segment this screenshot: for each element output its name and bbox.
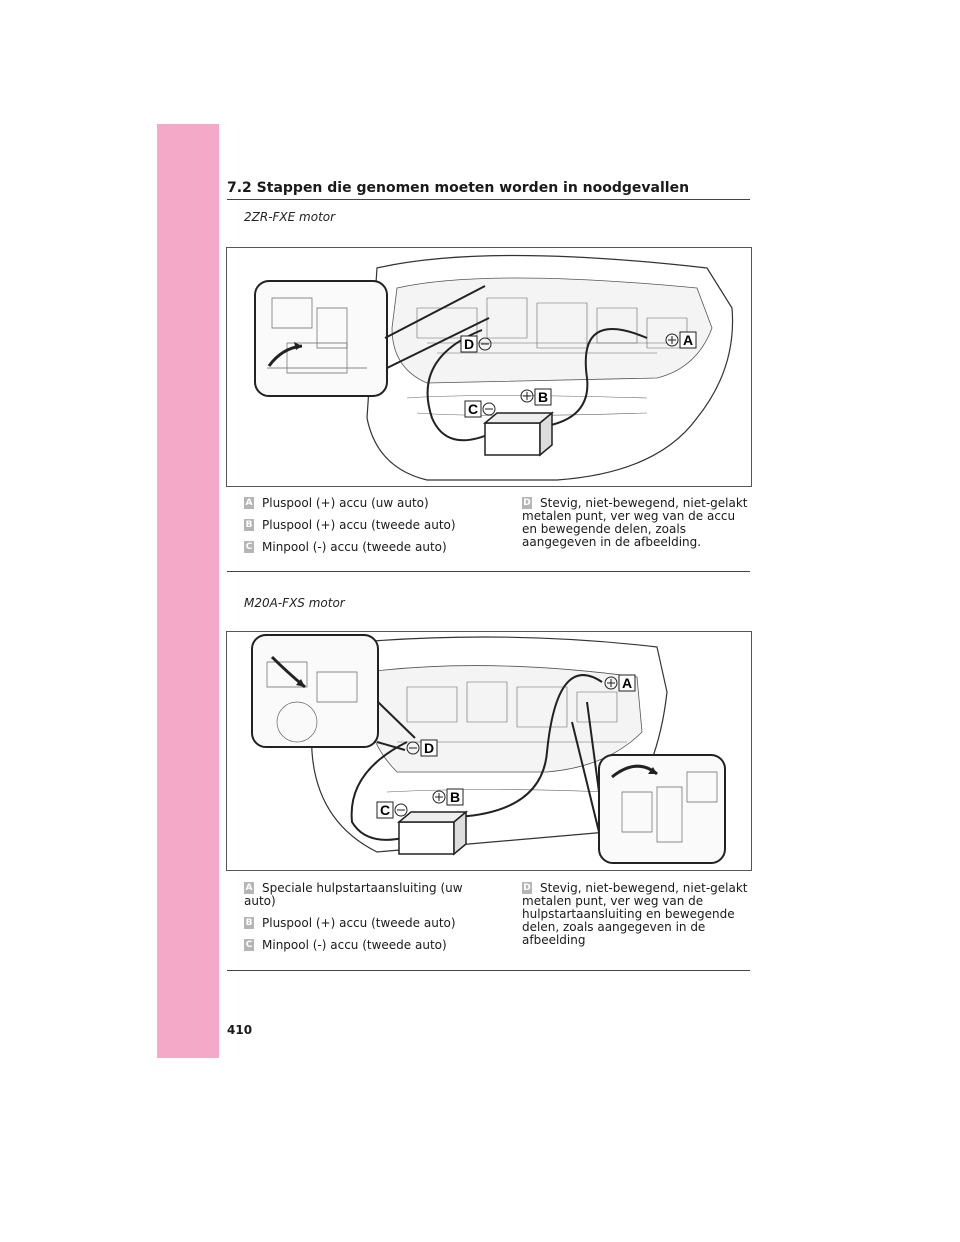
svg-text:C: C	[379, 802, 391, 818]
label-c-2	[377, 802, 407, 818]
svg-text:A: A	[621, 675, 633, 691]
svg-text:C: C	[467, 401, 479, 417]
chapter-tab	[157, 124, 219, 1058]
legend-2	[244, 882, 750, 964]
legend-1	[244, 497, 750, 567]
legend-item: D Stevig, niet-bewegend, niet-gelakt metalen punt, ver weg van de hulpstartaansluiting en bewegende delen, zoals aangegeven in de afbeelding	[522, 881, 748, 947]
label-d-2	[407, 740, 437, 756]
label-b-1	[521, 389, 551, 405]
legend-item: C Minpool (-) accu (tweede auto)	[245, 540, 447, 554]
page-number: 410	[227, 1023, 253, 1037]
figure-m20a-fxs	[226, 631, 752, 871]
legend-item: B Pluspool (+) accu (tweede auto)	[245, 518, 456, 532]
legend-item: D Stevig, niet-bewegend, niet-gelakt metalen punt, ver weg van de accu en bewegende delen, zoals aangegeven in de afbeelding.	[522, 496, 748, 549]
legend-item: A Pluspool (+) accu (uw auto)	[245, 496, 429, 510]
legend-item: C Minpool (-) accu (tweede auto)	[245, 938, 447, 952]
section-divider	[227, 571, 750, 572]
section-header: 7.2 Stappen die genomen moeten worden in noodgevallen	[227, 180, 690, 196]
svg-text:B: B	[449, 789, 461, 805]
svg-text:D: D	[423, 740, 435, 756]
label-a-2	[605, 675, 635, 691]
engine-illustration-1	[227, 248, 751, 486]
label-d-1	[461, 336, 491, 352]
legend-item: B Pluspool (+) accu (tweede auto)	[245, 916, 456, 930]
svg-text:A: A	[682, 332, 694, 348]
svg-text:B: B	[537, 389, 549, 405]
figure-2zr-fxe	[226, 247, 752, 487]
section-divider	[227, 970, 750, 971]
engine-subtitle-2: M20A-FXS motor	[244, 596, 345, 610]
legend-item: A Speciale hulpstartaansluiting (uw auto)	[244, 881, 463, 908]
svg-text:D: D	[463, 336, 475, 352]
label-a-1	[666, 332, 696, 348]
engine-subtitle-1: 2ZR-FXE motor	[244, 210, 336, 224]
header-divider	[227, 199, 750, 200]
label-b-2	[433, 789, 463, 805]
engine-illustration-2	[227, 632, 751, 870]
label-c-1	[465, 401, 495, 417]
